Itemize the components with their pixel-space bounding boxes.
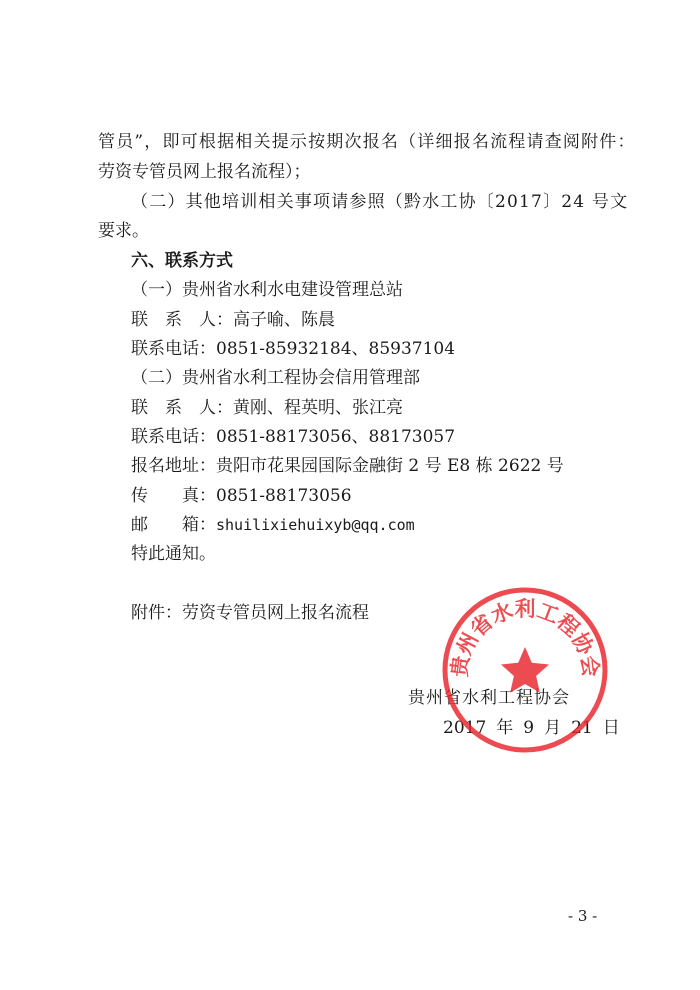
contact-person-value: 黄刚、程英明、张江亮 xyxy=(233,398,403,418)
body-line-3: （二）其他培训相关事项请参照（黔水工协〔2017〕24 号文 xyxy=(131,192,629,212)
contact-person-value: 高子喻、陈晨 xyxy=(233,310,335,330)
fax-line xyxy=(131,484,352,508)
date-year: 2017 xyxy=(443,718,487,738)
address-line xyxy=(131,454,564,478)
fax-label: 传 真： xyxy=(131,486,216,506)
contact-phone-2 xyxy=(131,425,455,449)
contact-org-2: （二）贵州省水利工程协会信用管理部 xyxy=(131,368,420,388)
address-value: 贵阳市花果园国际金融街 2 号 E8 栋 2622 号 xyxy=(216,456,564,476)
contact-phone-value: 0851-88173056、88173057 xyxy=(216,427,456,447)
date-year-unit: 年 xyxy=(496,718,514,738)
contact-persons-2 xyxy=(131,396,403,420)
email-line xyxy=(131,513,415,537)
contact-phone-1 xyxy=(131,337,455,361)
seal-star-icon xyxy=(501,647,549,693)
body-line-4: 要求。 xyxy=(98,221,149,241)
contact-persons-1 xyxy=(131,308,335,332)
attachment-note: 附件：劳资专管员网上报名流程 xyxy=(131,603,369,623)
body-line-2: 劳资专管员网上报名流程）； xyxy=(98,162,311,182)
contact-phone-value: 0851-85932184、85937104 xyxy=(216,339,456,359)
contact-phone-label: 联系电话： xyxy=(131,339,216,359)
signature-org: 贵州省水利工程协会 xyxy=(408,688,570,708)
contact-phone-label: 联系电话： xyxy=(131,427,216,447)
contact-person-label: 联 系 人： xyxy=(131,310,233,330)
seal-text: 贵州省水利工程协会 xyxy=(447,597,603,679)
body-line-1: 管员”，即可根据相关提示按期次报名（详细报名流程请查阅附件： xyxy=(98,132,636,152)
email-label: 邮 箱： xyxy=(131,515,216,535)
address-label: 报名地址： xyxy=(131,456,216,476)
email-value: shuilixiehuixyb@qq.com xyxy=(216,516,415,534)
contact-person-label: 联 系 人： xyxy=(131,398,233,418)
official-seal-stamp xyxy=(440,585,610,755)
fax-value: 0851-88173056 xyxy=(216,486,352,506)
date-day-unit: 日 xyxy=(602,718,620,738)
closing-text: 特此通知。 xyxy=(131,544,216,564)
date-day: 21 xyxy=(571,718,593,738)
page-number: - 3 - xyxy=(568,907,598,925)
date-month: 9 xyxy=(523,718,535,738)
section-title: 六、联系方式 xyxy=(131,251,233,271)
date-month-unit: 月 xyxy=(544,718,562,738)
contact-org-1: （一）贵州省水利水电建设管理总站 xyxy=(131,280,403,300)
